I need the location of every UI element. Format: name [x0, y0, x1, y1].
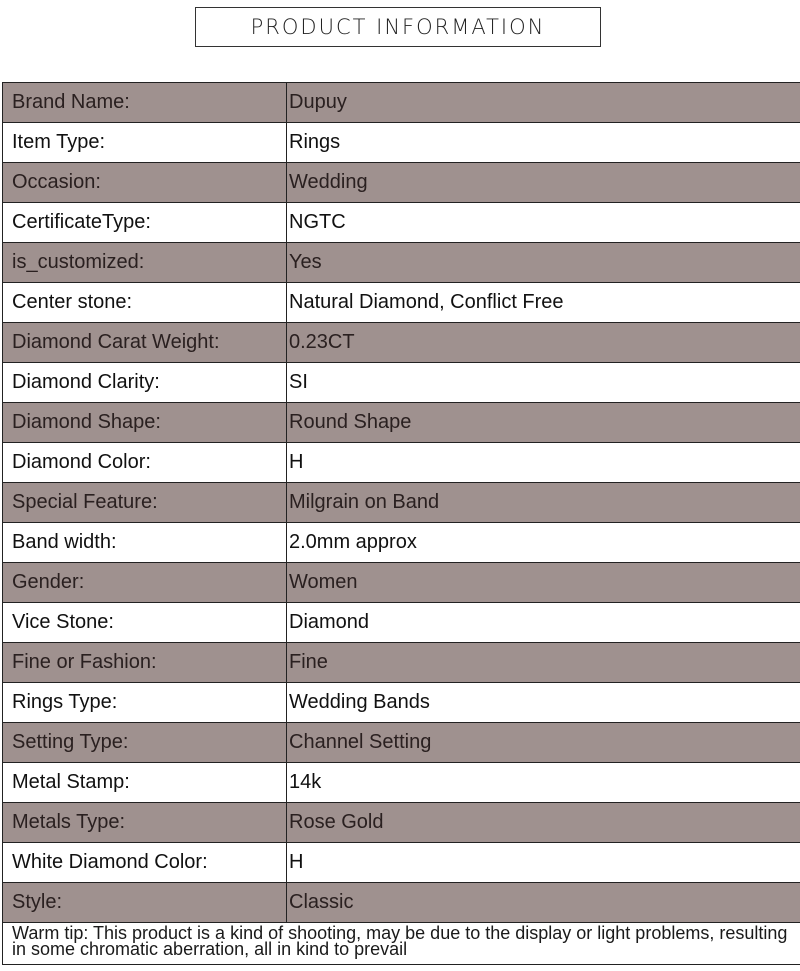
row-label: Diamond Color:	[3, 443, 287, 483]
row-label: CertificateType:	[3, 203, 287, 243]
table-row	[3, 203, 800, 243]
row-label: Fine or Fashion:	[3, 643, 287, 683]
row-label: Occasion:	[3, 163, 287, 203]
row-value: Natural Diamond, Conflict Free	[287, 283, 800, 323]
row-value: Milgrain on Band	[287, 483, 800, 523]
row-value: Rose Gold	[287, 803, 800, 843]
row-value: Channel Setting	[287, 723, 800, 763]
row-value: Round Shape	[287, 403, 800, 443]
row-label: Style:	[3, 883, 287, 923]
row-label: Gender:	[3, 563, 287, 603]
row-value: Women	[287, 563, 800, 603]
warm-tip-row	[3, 923, 800, 965]
page-title: PRODUCT INFORMATION	[195, 7, 601, 47]
row-label: Band width:	[3, 523, 287, 563]
row-label: White Diamond Color:	[3, 843, 287, 883]
row-value: Wedding Bands	[287, 683, 800, 723]
table-row	[3, 603, 800, 643]
row-label: Rings Type:	[3, 683, 287, 723]
table-row	[3, 163, 800, 203]
table-row	[3, 843, 800, 883]
row-value: 2.0mm approx	[287, 523, 800, 563]
row-label: is_customized:	[3, 243, 287, 283]
table-row	[3, 723, 800, 763]
table-row	[3, 563, 800, 603]
row-value: H	[287, 843, 800, 883]
table-row	[3, 403, 800, 443]
row-value: Classic	[287, 883, 800, 923]
table-row	[3, 443, 800, 483]
table-row	[3, 283, 800, 323]
row-label: Vice Stone:	[3, 603, 287, 643]
row-label: Center stone:	[3, 283, 287, 323]
table-row	[3, 83, 800, 123]
table-row	[3, 123, 800, 163]
table-row	[3, 323, 800, 363]
row-value: H	[287, 443, 800, 483]
table-row	[3, 523, 800, 563]
row-value: Wedding	[287, 163, 800, 203]
row-value: SI	[287, 363, 800, 403]
table-row	[3, 883, 800, 923]
row-value: Dupuy	[287, 83, 800, 123]
product-info-table	[2, 82, 800, 965]
row-value: Rings	[287, 123, 800, 163]
table-row	[3, 803, 800, 843]
table-row	[3, 763, 800, 803]
row-label: Special Feature:	[3, 483, 287, 523]
table-row	[3, 243, 800, 283]
warm-tip-text: Warm tip: This product is a kind of shooting, may be due to the display or light problems, resulting in some chromatic aberration, all in kind to prevail	[3, 923, 800, 965]
row-label: Brand Name:	[3, 83, 287, 123]
table-row	[3, 363, 800, 403]
row-label: Setting Type:	[3, 723, 287, 763]
table-row	[3, 483, 800, 523]
table-row	[3, 683, 800, 723]
row-value: Diamond	[287, 603, 800, 643]
table-row	[3, 643, 800, 683]
row-label: Metals Type:	[3, 803, 287, 843]
row-label: Item Type:	[3, 123, 287, 163]
row-value: 0.23CT	[287, 323, 800, 363]
row-label: Diamond Clarity:	[3, 363, 287, 403]
row-value: Fine	[287, 643, 800, 683]
row-value: NGTC	[287, 203, 800, 243]
row-value: 14k	[287, 763, 800, 803]
row-label: Diamond Carat Weight:	[3, 323, 287, 363]
row-label: Metal Stamp:	[3, 763, 287, 803]
row-label: Diamond Shape:	[3, 403, 287, 443]
row-value: Yes	[287, 243, 800, 283]
